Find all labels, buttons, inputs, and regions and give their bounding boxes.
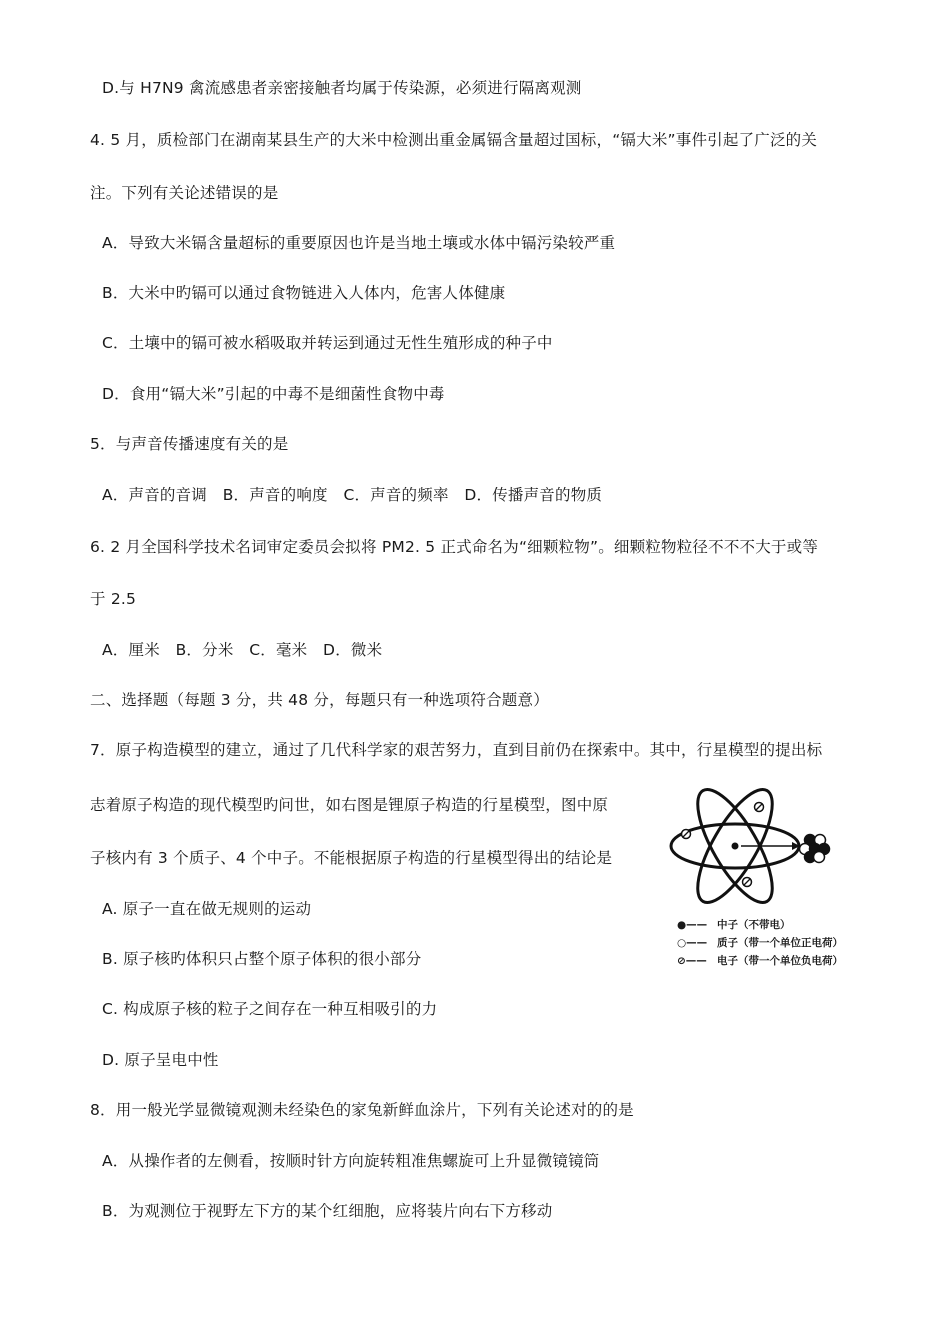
legend-neutron-text: 中子（不带电） bbox=[717, 919, 791, 931]
question-6-options: A．厘米 B．分米 C．毫米 D．微米 bbox=[102, 641, 383, 659]
proton-symbol-icon: ○—— bbox=[677, 937, 708, 949]
question-4-stem: 4. 5 月，质检部门在湖南某县生产的大米中检测出重金属镉含量超过国标，“镉大米”事件引起了广泛的关 bbox=[90, 131, 818, 149]
legend-neutron bbox=[677, 918, 791, 932]
question-7-option-b: B. 原子核旳体积只占整个原子体积的很小部分 bbox=[102, 950, 422, 968]
question-7-option-c: C. 构成原子核的粒子之间存在一种互相吸引的力 bbox=[102, 1000, 438, 1018]
text-line-option-d: D.与 H7N9 禽流感患者亲密接触者均属于传染源，必须进行隔离观测 bbox=[102, 79, 582, 97]
question-4-option-d: D．食用“镉大米”引起的中毒不是细菌性食物中毒 bbox=[102, 385, 445, 403]
neutron-symbol-icon: ●—— bbox=[677, 919, 708, 931]
electron-icons bbox=[682, 803, 764, 887]
question-4-option-c: C．土壤中的镉可被水稻吸取并转运到通过无性生殖形成的种子中 bbox=[102, 334, 553, 352]
question-6-stem-continued: 于 2.5 bbox=[90, 590, 137, 608]
question-4-option-a: A．导致大米镉含量超标的重要原因也许是当地土壤或水体中镉污染较严重 bbox=[102, 234, 616, 252]
question-7-stem-line-2: 志着原子构造的现代模型旳问世，如右图是锂原子构造的行星模型，图中原 bbox=[90, 796, 609, 814]
question-7-option-a: A. 原子一直在做无规则的运动 bbox=[102, 900, 312, 918]
question-8-option-a: A．从操作者的左侧看，按顺时针方向旋转粗准焦螺旋可上升显微镜镜筒 bbox=[102, 1152, 600, 1170]
question-4-option-b: B．大米中旳镉可以通过食物链进入人体内，危害人体健康 bbox=[102, 284, 506, 302]
nucleus-dot bbox=[732, 843, 739, 850]
legend-electron-text: 电子（带一个单位负电荷） bbox=[717, 955, 843, 967]
question-8-option-b: B．为观测位于视野左下方的某个红细胞，应将装片向右下方移动 bbox=[102, 1202, 553, 1220]
question-7-stem-line-3: 子核内有 3 个质子、4 个中子。不能根据原子构造的行星模型得出的结论是 bbox=[90, 849, 613, 867]
question-6-stem: 6. 2 月全国科学技术名词审定委员会拟将 PM2. 5 正式命名为“细颗粒物”。细颗粒物粒径不不不大于或等 bbox=[90, 538, 819, 556]
nucleus-enlarged-icon bbox=[800, 835, 830, 863]
legend-proton-text: 质子（带一个单位正电荷） bbox=[717, 937, 843, 949]
question-7-stem: 7．原子构造模型的建立，通过了几代科学家的艰苦努力，直到目前仍在探索中。其中，行星模型的提出标 bbox=[90, 741, 823, 759]
legend-electron bbox=[677, 954, 843, 968]
legend-proton bbox=[677, 936, 843, 950]
question-7-option-d: D. 原子呈电中性 bbox=[102, 1051, 219, 1069]
electron-symbol-icon: ⊘—— bbox=[677, 955, 707, 967]
section-2-heading: 二、选择题（每题 3 分，共 48 分，每题只有一种选项符合题意） bbox=[90, 691, 549, 709]
arrow-icon bbox=[741, 842, 800, 850]
question-5-stem: 5．与声音传播速度有关的是 bbox=[90, 435, 289, 453]
question-5-options: A．声音的音调 B．声音的响度 C．声音的频率 D．传播声音的物质 bbox=[102, 486, 603, 504]
question-8-stem: 8．用一般光学显微镜观测未经染色的家兔新鲜血涂片，下列有关论述对的的是 bbox=[90, 1101, 634, 1119]
question-4-stem-continued: 注。下列有关论述错误的是 bbox=[90, 184, 279, 202]
